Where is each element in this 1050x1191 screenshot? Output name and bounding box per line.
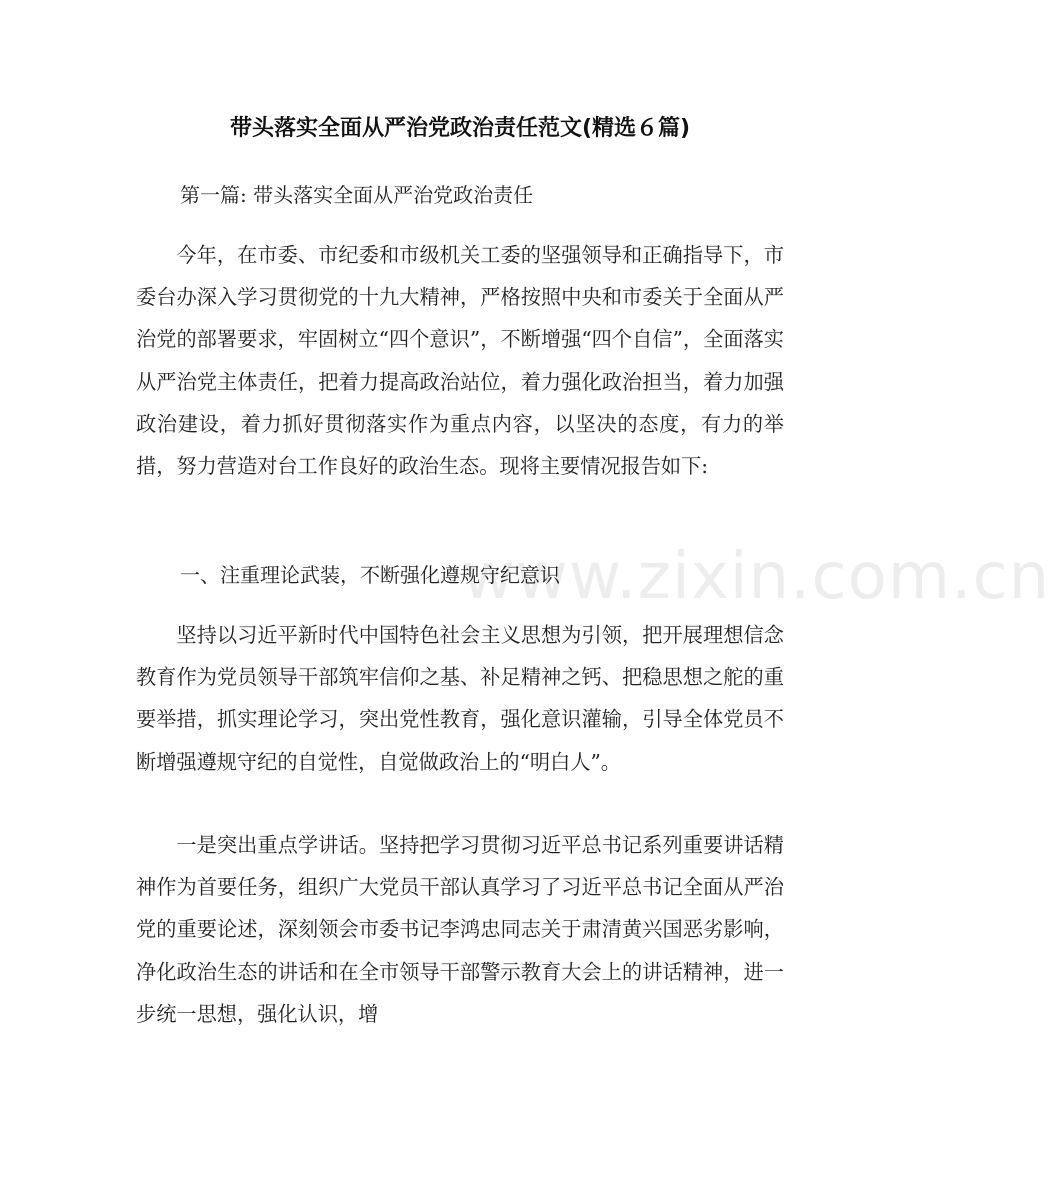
watermark: www.zixin.com.cn bbox=[462, 540, 1050, 614]
paragraph-theory: 坚持以习近平新时代中国特色社会主义思想为引领，把开展理想信念教育作为党员领导干部筑牢信仰之基、补足精神之钙、把稳思想之舵的重要举措，抓实理论学习，突出党性教育，强化意识灌输，引导全体党员不断增强遵规守纪的自觉性，自觉做政治上的“明白人”。 bbox=[136, 623, 784, 774]
paragraph-intro: 今年，在市委、市纪委和市级机关工委的坚强领导和正确指导下，市委台办深入学习贯彻党的十九大精神，严格按照中央和市委关于全面从严治党的部署要求，牢固树立“四个意识”，不断增强“四个自信”，全面落实从严治党主体责任，把着力提高政治站位，着力强化政治担当，着力加强政治建设，着力抓好贯彻落实作为重点内容，以坚决的态度，有力的举措，努力营造对台工作良好的政治生态。现将主要情况报告如下: bbox=[136, 243, 784, 479]
document-title: 带头落实全面从严治党政治责任范文(精选６篇) bbox=[229, 116, 691, 141]
subheading-one: 一、注重理论武装，不断强化遵规守纪意识 bbox=[180, 563, 560, 587]
paragraph-speech: 一是突出重点学讲话。坚持把学习贯彻习近平总书记系列重要讲话精神作为首要任务，组织广大党员干部认真学习了习近平总书记全面从严治党的重要论述，深刻领会市委书记李鸿忠同志关于肃清黄兴国恶劣影响，净化政治生态的讲话和在全市领导干部警示教育大会上的讲话精神，进一步统一思想，强化认识，增 bbox=[136, 833, 784, 1026]
section-heading: 第一篇: 带头落实全面从严治党政治责任 bbox=[180, 183, 534, 207]
